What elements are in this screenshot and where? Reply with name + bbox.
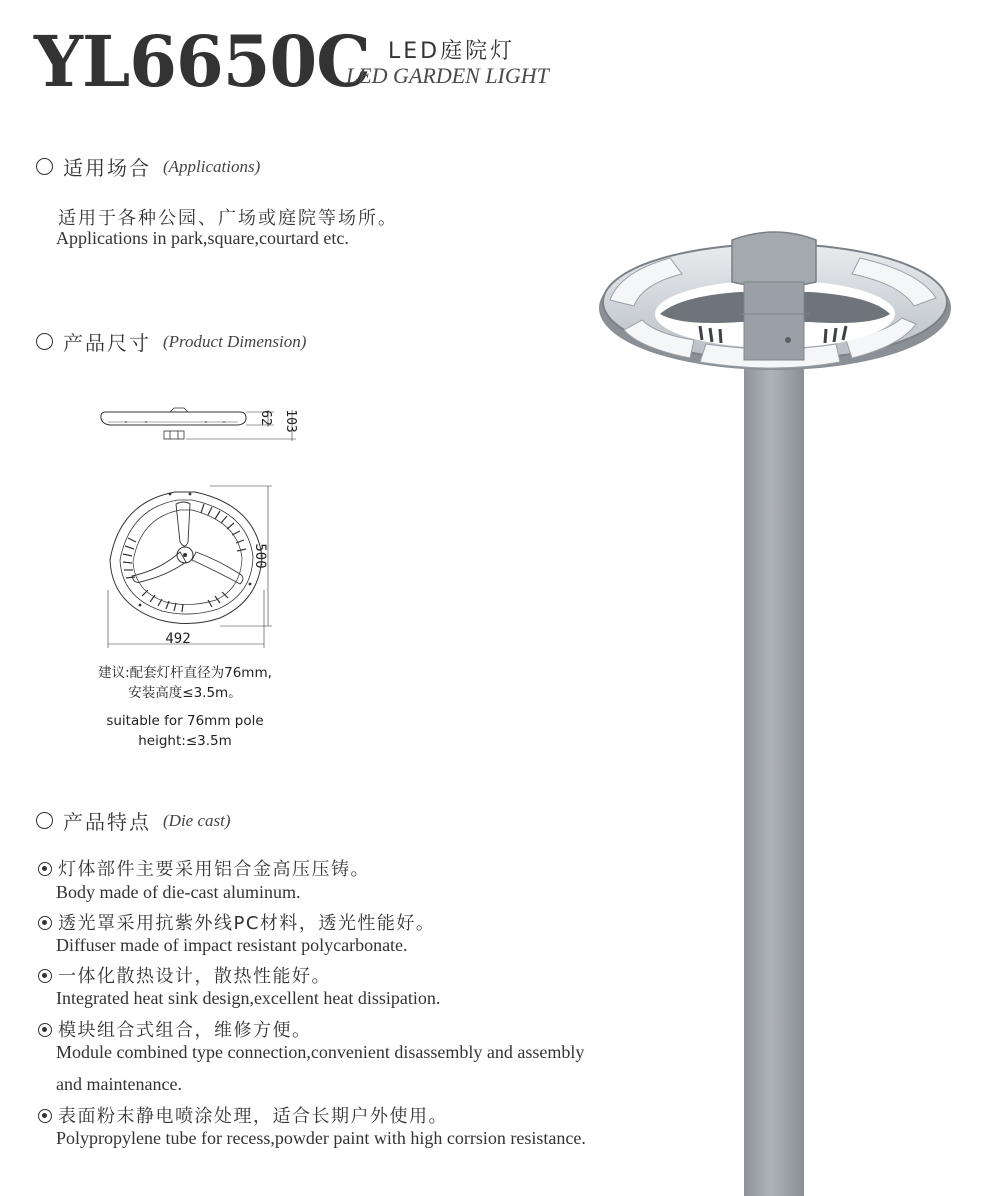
dimension-heading-en: (Product Dimension)	[163, 331, 307, 351]
features-heading	[36, 806, 231, 835]
double-circle-bullet-icon	[38, 969, 52, 983]
feature-item: 表面粉末静电喷涂处理，适合长期户外使用。	[38, 1102, 448, 1128]
features-heading-cn: 产品特点	[63, 810, 151, 834]
applications-heading	[36, 152, 260, 181]
feature-item-en: Module combined type connection,convenient disassembly and assembly	[56, 1042, 585, 1062]
feature-item-en: Integrated heat sink design,excellent heat dissipation.	[56, 988, 441, 1008]
feature-item-en: Polypropylene tube for recess,powder paint with high corrsion resistance.	[56, 1128, 586, 1148]
note-en-line-1: suitable for 76mm pole	[106, 713, 264, 729]
feature-item-en: Diffuser made of impact resistant polycarbonate.	[56, 935, 408, 955]
applications-heading-en: (Applications)	[163, 156, 261, 176]
note-cn-line-1: 建议:配套灯杆直径为76mm,	[98, 665, 272, 681]
product-title-cn: LED庭院灯	[388, 39, 516, 64]
dim-label-500: 500	[252, 543, 268, 569]
pole	[744, 342, 804, 1196]
circle-bullet-icon	[36, 333, 53, 350]
double-circle-bullet-icon	[38, 916, 52, 930]
double-circle-bullet-icon	[38, 862, 52, 876]
garden-light-illustration	[590, 222, 960, 1196]
circle-bullet-icon	[36, 158, 53, 175]
feature-item: 一体化散热设计，散热性能好。	[38, 962, 331, 988]
circle-bullet-icon	[36, 812, 53, 829]
side-view-drawing	[96, 400, 306, 445]
note-cn-line-2: 安装高度≤3.5m。	[128, 685, 242, 701]
installation-note	[60, 663, 310, 751]
feature-item: 模块组合式组合，维修方便。	[38, 1016, 312, 1042]
double-circle-bullet-icon	[38, 1109, 52, 1123]
model-number: YL6650C	[34, 20, 370, 103]
feature-item: 透光罩采用抗紫外线PC材料，透光性能好。	[38, 909, 435, 935]
dimension-heading-cn: 产品尺寸	[63, 331, 151, 355]
dim-label-103: 103	[283, 409, 298, 433]
feature-item-en-continued: and maintenance.	[56, 1074, 182, 1094]
applications-text-cn: 适用于各种公园、广场或庭院等场所。	[58, 208, 398, 229]
feature-item-en: Body made of die-cast aluminum.	[56, 882, 301, 902]
feature-item: 灯体部件主要采用铝合金高压压铸。	[38, 855, 370, 881]
note-en-line-2: height:≤3.5m	[138, 733, 232, 749]
dim-label-62: 62	[258, 410, 273, 426]
double-circle-bullet-icon	[38, 1023, 52, 1037]
applications-heading-cn: 适用场合	[63, 156, 151, 180]
applications-text-en: Applications in park,square,courtard etc.	[56, 228, 349, 248]
dimension-heading	[36, 327, 306, 356]
features-heading-en: (Die cast)	[163, 810, 231, 830]
product-title-en: LED GARDEN LIGHT	[346, 63, 549, 88]
dim-label-492: 492	[165, 631, 191, 647]
